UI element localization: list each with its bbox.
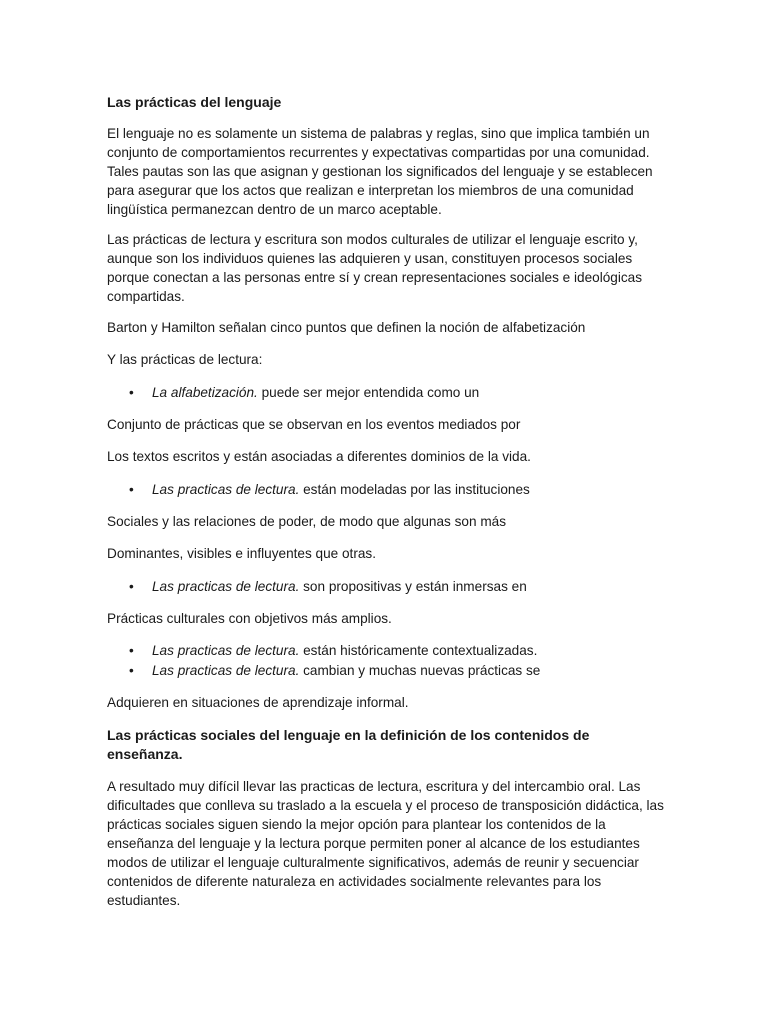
paragraph: A resultado muy difícil llevar las practicas de lectura, escritura y del intercambio oral. Las dificultades que conlleva su traslado a la escuela y el proceso de transposición didáctica, las prácticas sociales siguen siendo la mejor opción para plantear los contenidos de la enseñanza del lenguaje y la lectura porque permiten poner al alcance de los estudiantes modos de utilizar el lenguaje culturalmente significativos, además de reunir y secuenciar contenidos de diferente naturaleza en actividades socialmente relevantes para los estudiantes. — [107, 779, 664, 908]
bullet-dot: • — [129, 663, 134, 678]
bullet-dot: • — [129, 579, 134, 594]
bullet-dot: • — [129, 643, 134, 658]
section-heading: Las prácticas sociales del lenguaje en la definición de los contenidos de enseñanza. — [107, 727, 590, 762]
paragraph: El lenguaje no es solamente un sistema de palabras y reglas, sino que implica también un conjunto de comportamientos recurrentes y expectativas compartidas por una comunidad. Tales pautas son las que asignan y gestionan los significados del lenguaje y se establecen para asegurar que los actos que realizan e interpretan los miembros de una comunidad lingüística permanezcan dentro de un marco aceptable. — [107, 126, 653, 217]
bullet-text — [152, 641, 537, 660]
bullet-rest: son propositivas y están inmersas en — [299, 579, 527, 594]
bullet-rest: puede ser mejor entendida como un — [257, 385, 480, 400]
paragraph: Y las prácticas de lectura: — [107, 352, 263, 367]
bullet-text — [152, 577, 527, 596]
bullet-rest: están históricamente contextualizadas. — [299, 643, 538, 658]
bullet-text — [152, 480, 530, 499]
paragraph: Sociales y las relaciones de poder, de modo que algunas son más — [107, 514, 506, 529]
bullet-text — [152, 661, 540, 680]
paragraph: Adquieren en situaciones de aprendizaje informal. — [107, 695, 409, 710]
section-heading: Las prácticas del lenguaje — [107, 94, 282, 110]
bullet-lead: Las practicas de lectura. — [152, 663, 300, 678]
bullet-rest: están modeladas por las instituciones — [299, 482, 530, 497]
bullet-rest: cambian y muchas nuevas prácticas se — [299, 663, 541, 678]
bullet-lead: Las practicas de lectura. — [152, 579, 300, 594]
paragraph: Las prácticas de lectura y escritura son modos culturales de utilizar el lenguaje escrito y, aunque son los individuos quienes las adquieren y usan, constituyen procesos sociales porque conectan a las personas entre sí y crean representaciones sociales e ideológicas compartidas. — [107, 232, 643, 304]
bullet-lead: Las practicas de lectura. — [152, 643, 300, 658]
paragraph: Barton y Hamilton señalan cinco puntos que definen la noción de alfabetización — [107, 320, 586, 335]
bullet-lead: Las practicas de lectura. — [152, 482, 300, 497]
bullet-lead: La alfabetización. — [152, 385, 258, 400]
bullet-dot: • — [129, 385, 134, 400]
paragraph: Dominantes, visibles e influyentes que otras. — [107, 546, 376, 561]
bullet-dot: • — [129, 482, 134, 497]
paragraph: Prácticas culturales con objetivos más amplios. — [107, 611, 392, 626]
paragraph: Conjunto de prácticas que se observan en los eventos mediados por — [107, 417, 521, 432]
paragraph: Los textos escritos y están asociadas a diferentes dominios de la vida. — [107, 449, 531, 464]
bullet-text — [152, 383, 479, 402]
